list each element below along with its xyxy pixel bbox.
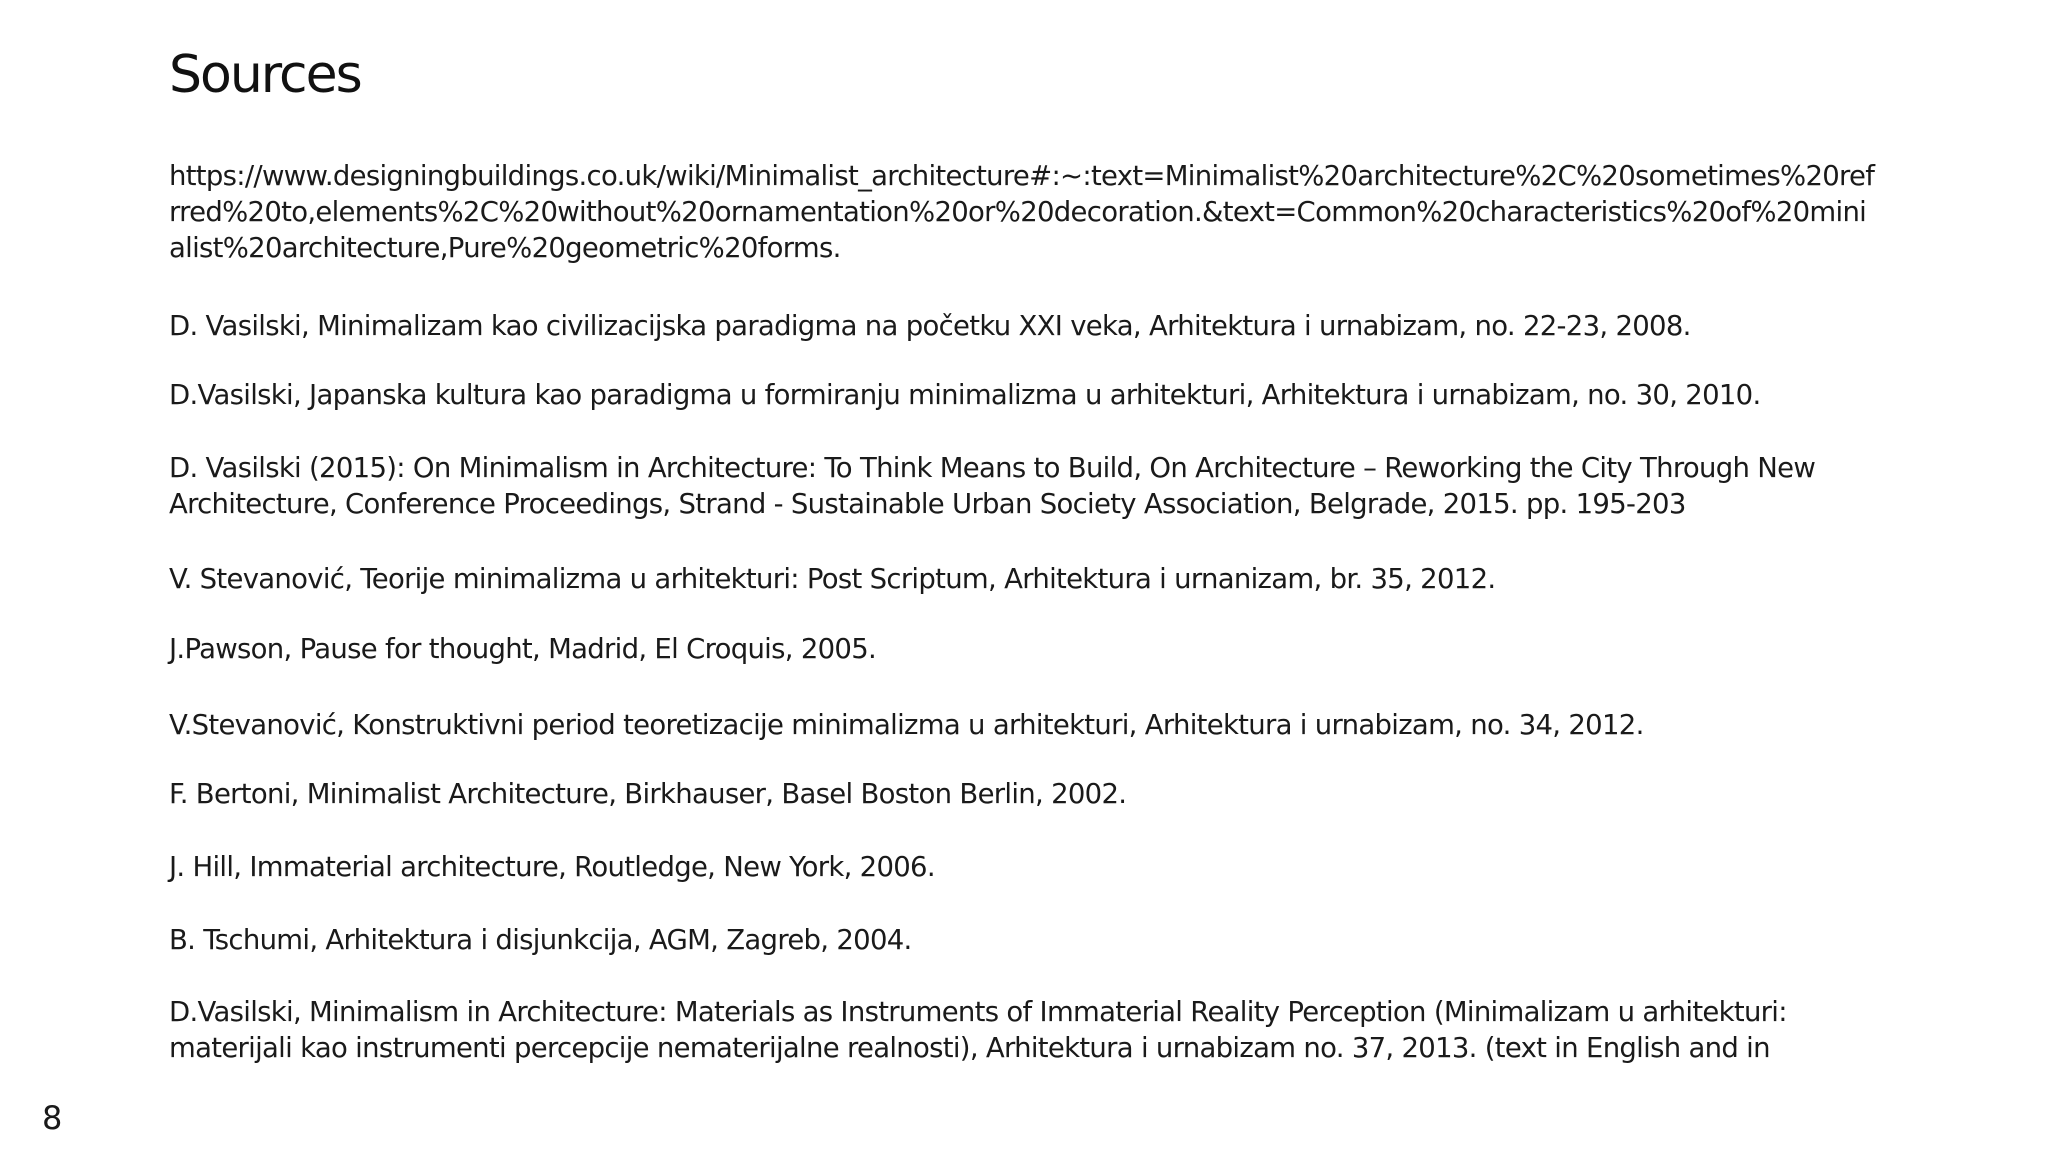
reference-item-9 bbox=[169, 849, 1909, 885]
reference-line: materijali kao instrumenti percepcije nematerijalne realnosti), Arhitektura i urnabizam no. 37, 2013. (text in English and in bbox=[169, 1032, 1770, 1064]
reference-line: D. Vasilski (2015): On Minimalism in Architecture: To Think Means to Build, On Architecture – Reworking the City Through New bbox=[169, 452, 1816, 484]
reference-line: D. Vasilski, Minimalizam kao civilizacijska paradigma na početku XXI veka, Arhitektura i urnabizam, no. 22-23, 2008. bbox=[169, 310, 1691, 342]
reference-line: V. Stevanović, Teorije minimalizma u arhitekturi: Post Scriptum, Arhitektura i urnanizam, br. 35, 2012. bbox=[169, 563, 1496, 595]
reference-line: rred%20to,elements%2C%20without%20ornamentation%20or%20decoration.&text=Common%20characteristics%20of%20mini bbox=[169, 196, 1867, 228]
reference-line: Architecture, Conference Proceedings, Strand - Sustainable Urban Society Association, Belgrade, 2015. pp. 195-203 bbox=[169, 488, 1686, 520]
reference-line: D.Vasilski, Japanska kultura kao paradigma u formiranju minimalizma u arhitekturi, Arhitektura i urnabizam, no. 30, 2010. bbox=[169, 379, 1761, 411]
reference-item-2 bbox=[169, 308, 1909, 344]
reference-item-8 bbox=[169, 776, 1909, 812]
reference-item-11 bbox=[169, 994, 1909, 1066]
reference-item-1 bbox=[169, 158, 1909, 266]
reference-line: D.Vasilski, Minimalism in Architecture: Materials as Instruments of Immaterial Reality Perception (Minimalizam u arhitekturi: bbox=[169, 996, 1787, 1028]
reference-line: V.Stevanović, Konstruktivni period teoretizacije minimalizma u arhitekturi, Arhitektura i urnabizam, no. 34, 2012. bbox=[169, 709, 1644, 741]
reference-line: https://www.designingbuildings.co.uk/wiki/Minimalist_architecture#:~:text=Minimalist%20architecture%2C%20sometimes%20ref bbox=[169, 160, 1875, 192]
reference-item-6 bbox=[169, 631, 1909, 667]
reference-line: J. Hill, Immaterial architecture, Routledge, New York, 2006. bbox=[169, 851, 935, 883]
page-number: 8 bbox=[42, 1099, 63, 1137]
slide-title: Sources bbox=[169, 45, 361, 105]
reference-line: B. Tschumi, Arhitektura i disjunkcija, AGM, Zagreb, 2004. bbox=[169, 924, 912, 956]
reference-line: J.Pawson, Pause for thought, Madrid, El Croquis, 2005. bbox=[169, 633, 877, 665]
reference-item-3 bbox=[169, 377, 1909, 413]
reference-item-7 bbox=[169, 707, 1909, 743]
reference-line: F. Bertoni, Minimalist Architecture, Birkhauser, Basel Boston Berlin, 2002. bbox=[169, 778, 1127, 810]
reference-item-5 bbox=[169, 561, 1909, 597]
reference-line: alist%20architecture,Pure%20geometric%20forms. bbox=[169, 232, 841, 264]
reference-item-10 bbox=[169, 922, 1909, 958]
reference-item-4 bbox=[169, 450, 1909, 522]
